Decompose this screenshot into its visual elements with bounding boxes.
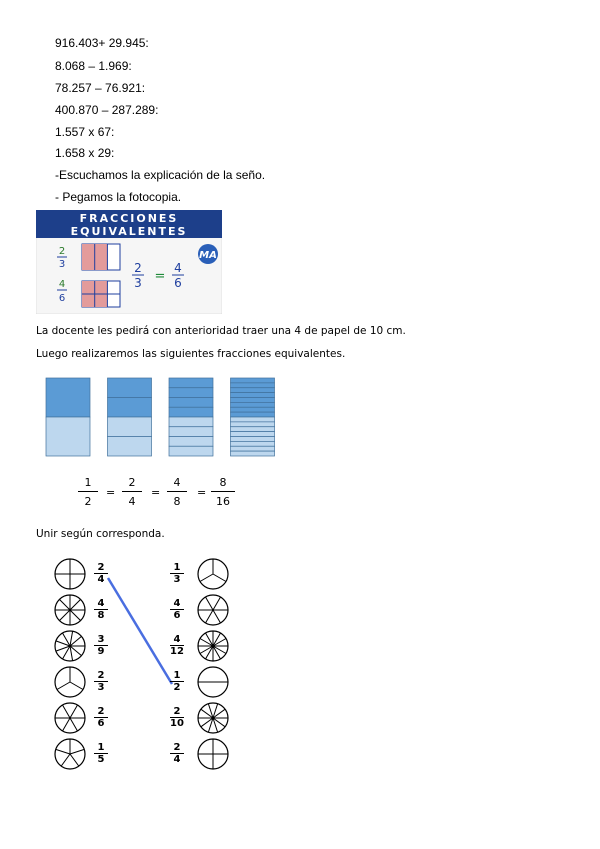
- left-fraction-5: $\frac{2}{6}$: [94, 706, 108, 729]
- banner-row1-grid: [82, 244, 120, 270]
- fraction-bar-part: [169, 378, 213, 388]
- fraction-bar-4: [231, 378, 275, 456]
- right-fraction-2: $\frac{4}{6}$: [170, 598, 184, 621]
- fraction-bar-part: [231, 427, 275, 432]
- match-connector-line: [108, 578, 172, 684]
- left-pie-5: [55, 703, 85, 733]
- right-pie-4: [198, 667, 228, 697]
- fraction-bar-part: [231, 383, 275, 388]
- fracciones-equivalentes-banner: [36, 210, 222, 314]
- banner-row2-den: 6: [58, 293, 66, 304]
- svg-text:MA: MA: [199, 250, 217, 261]
- left-fraction-1: $\frac{2}{4}$: [94, 562, 108, 585]
- equivalent-fraction-4: $\frac{8}{16}$: [211, 476, 235, 508]
- banner-row2-grid: [82, 281, 120, 307]
- operation-3: 78.257 – 76.921:: [55, 81, 146, 95]
- operation-2: 8.068 – 1.969:: [55, 59, 132, 73]
- right-fraction-5: $\frac{2}{10}$: [170, 706, 184, 729]
- banner-eq-left-den: 3: [134, 276, 142, 290]
- left-pie-2: [55, 595, 85, 625]
- paragraph-fractions: Luego realizaremos las siguientes fracciones equivalentes.: [36, 348, 346, 360]
- right-pie-3: [198, 631, 228, 661]
- right-pie-2: [198, 595, 228, 625]
- left-pie-3: [55, 631, 85, 661]
- fraction-bar-part: [169, 407, 213, 417]
- banner-eq-left-num: 2: [134, 261, 142, 275]
- equivalent-fraction-3: $\frac{4}{8}$: [167, 476, 187, 508]
- banner-title-1: FRACCIONES: [79, 212, 179, 225]
- fraction-bar-part: [108, 437, 152, 457]
- fraction-bar-part: [108, 398, 152, 418]
- banner-title-2: EQUIVALENTES: [70, 225, 188, 238]
- equals-sign-3: =: [197, 486, 207, 499]
- left-pie-4: [55, 667, 85, 697]
- fraction-bar-part: [108, 378, 152, 398]
- fraction-bar-1: [46, 378, 90, 456]
- left-pie-6: [55, 739, 85, 769]
- paragraph-materials: La docente les pedirá con anterioridad traer una 4 de papel de 10 cm.: [36, 325, 406, 337]
- right-pie-5: [198, 703, 228, 733]
- operation-4: 400.870 – 287.289:: [55, 103, 159, 117]
- fraction-bar-part: [231, 388, 275, 393]
- right-fraction-1: $\frac{1}{3}$: [170, 562, 184, 585]
- left-fraction-3: $\frac{3}{9}$: [94, 634, 108, 657]
- fraction-bar-part: [231, 393, 275, 398]
- right-fraction-4: $\frac{1}{2}$: [170, 670, 184, 693]
- fraction-bar-part: [169, 427, 213, 437]
- fraction-bar-part: [169, 398, 213, 408]
- fraction-bar-part: [231, 432, 275, 437]
- banner-row1-num: 2: [58, 246, 66, 257]
- fraction-bar-3: [169, 378, 213, 456]
- fraction-bar-part: [231, 422, 275, 427]
- fraction-bar-part: [231, 451, 275, 456]
- matching-exercise: [0, 550, 600, 800]
- fraction-bar-part: [231, 437, 275, 442]
- fraction-bar-2: [108, 378, 152, 456]
- fraction-bar-part: [108, 417, 152, 437]
- right-pie-6: [198, 739, 228, 769]
- fraction-bar-part: [169, 388, 213, 398]
- fraction-bar-part: [231, 407, 275, 412]
- unir-title: Unir según corresponda.: [36, 528, 165, 540]
- fraction-bar-part: [46, 417, 90, 456]
- operation-1: 916.403+ 29.945:: [55, 36, 149, 50]
- fraction-bar-part: [46, 378, 90, 417]
- right-fraction-6: $\frac{2}{4}$: [170, 742, 184, 765]
- fraction-bar-part: [169, 437, 213, 447]
- operation-5: 1.557 x 67:: [55, 125, 115, 139]
- fraction-bar-part: [231, 417, 275, 422]
- fraction-bars: [44, 376, 284, 460]
- banner-eq-right-num: 4: [174, 261, 182, 275]
- ma-logo-icon: [198, 244, 218, 264]
- operation-6: 1.658 x 29:: [55, 146, 115, 160]
- fraction-bar-part: [231, 446, 275, 451]
- banner-eq-right-den: 6: [174, 276, 182, 290]
- right-pie-1: [198, 559, 228, 589]
- instruction-2: - Pegamos la fotocopia.: [55, 190, 182, 204]
- left-pie-1: [55, 559, 85, 589]
- instruction-1: -Escuchamos la explicación de la seño.: [55, 168, 266, 182]
- left-fraction-6: $\frac{1}{5}$: [94, 742, 108, 765]
- fraction-bar-part: [231, 398, 275, 403]
- fraction-bar-part: [231, 378, 275, 383]
- fraction-bar-part: [231, 402, 275, 407]
- left-fraction-2: $\frac{4}{8}$: [94, 598, 108, 621]
- banner-row2-num: 4: [58, 279, 66, 290]
- fraction-bar-part: [231, 412, 275, 417]
- banner-eq-sign: =: [154, 269, 166, 284]
- left-fraction-4: $\frac{2}{3}$: [94, 670, 108, 693]
- right-fraction-3: $\frac{4}{12}$: [170, 634, 184, 657]
- fraction-bar-part: [169, 417, 213, 427]
- equivalent-fraction-2: $\frac{2}{4}$: [122, 476, 142, 508]
- equals-sign-1: =: [106, 486, 116, 499]
- equivalent-fraction-1: $\frac{1}{2}$: [78, 476, 98, 508]
- banner-row1-den: 3: [58, 259, 66, 270]
- fraction-bar-part: [169, 446, 213, 456]
- equals-sign-2: =: [151, 486, 161, 499]
- fraction-bar-part: [231, 441, 275, 446]
